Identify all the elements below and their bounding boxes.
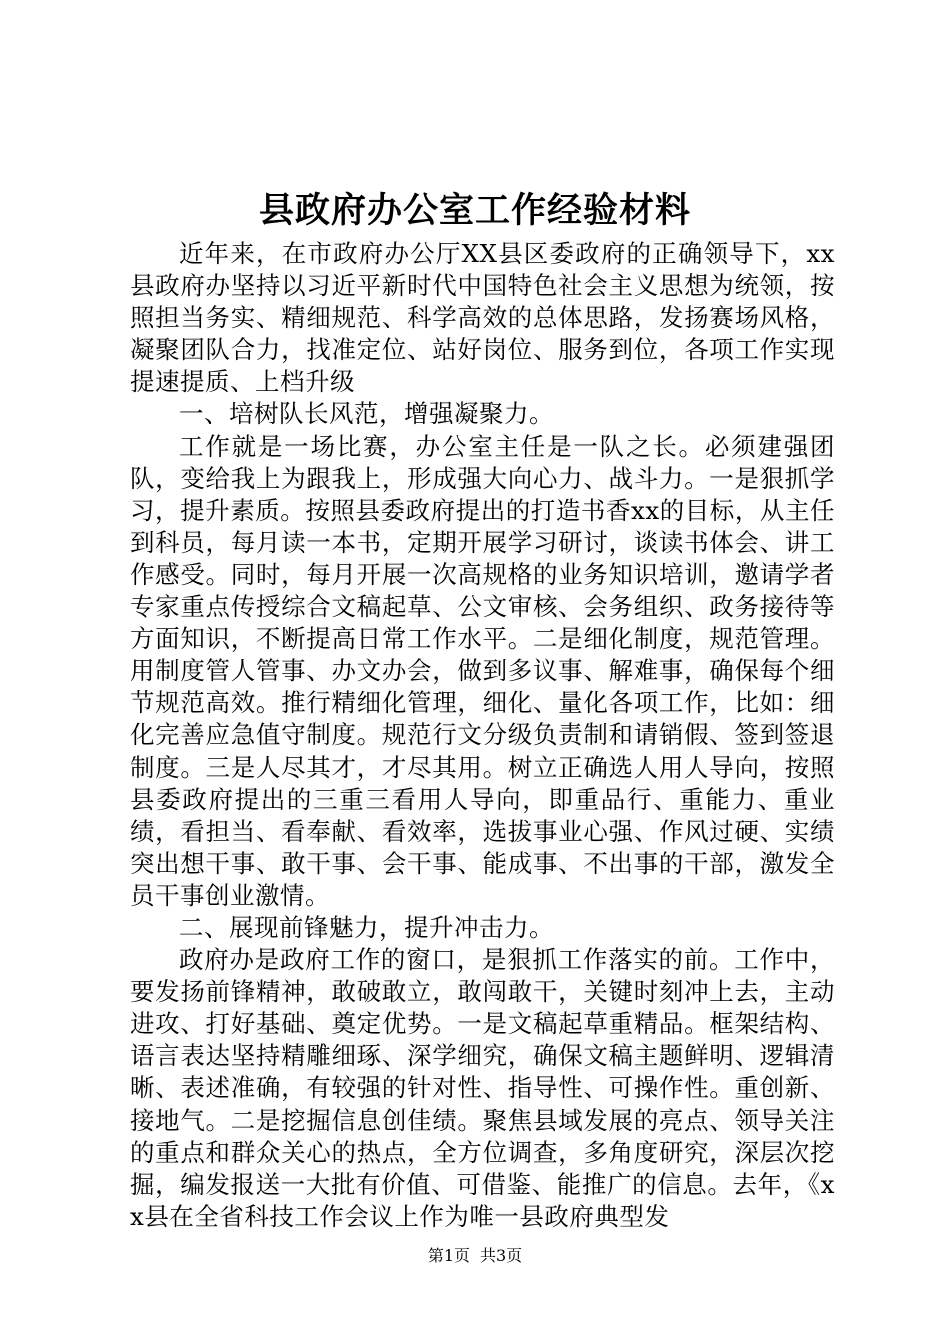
paragraph-intro: 近年来，在市政府办公厅XX县区委政府的正确领导下，xx县政府办坚持以习近平新时代中国特色社会主义思想为统领，按照担当务实、精细规范、科学高效的总体思路，发扬赛场风格，凝聚团队合力，找准定位、站好岗位、服务到位，各项工作实现提速提质、上档升级 xyxy=(130,239,835,397)
paragraph-section-2: 政府办是政府工作的窗口，是狠抓工作落实的前。工作中，要发扬前锋精神，敢破敢立，敢闯敢干，关键时刻冲上去，主动进攻、打好基础、奠定优势。一是文稿起草重精品。框架结构、语言表达坚持精雕细琢、深学细究，确保文稿主题鲜明、逻辑清晰、表述准确，有较强的针对性、指导性、可操作性。重创新、接地气。二是挖掘信息创佳绩。聚焦县域发展的亮点、领导关注的重点和群众关心的热点，全方位调查，多角度研究，深层次挖掘，编发报送一大批有价值、可借鉴、能推广的信息。去年，《xx县在全省科技工作会议上作为唯一县政府典型发 xyxy=(130,945,835,1231)
document-title: 县政府办公室工作经验材料 xyxy=(258,190,691,231)
page-number: 第1页 xyxy=(427,1246,470,1265)
paragraph-section-1: 工作就是一场比赛，办公室主任是一队之长。必须建强团队，变给我上为跟我上，形成强大向心力、战斗力。一是狠抓学习，提升素质。按照县委政府提出的打造书香xx的目标，从主任到科员，每月读一本书，定期开展学习研讨，谈读书体会、讲工作感受。同时，每月开展一次高规格的业务知识培训，邀请学者专家重点传授综合文稿起草、公文审核、会务组织、政务接待等方面知识，不断提高日常工作水平。二是细化制度，规范管理。用制度管人管事、办文办会，做到多议事、解难事，确保每个细节规范高效。推行精细化管理，细化、量化各项工作，比如：细化完善应急值守制度。规范行文分级负责制和请销假、签到签退制度。三是人尽其才，才尽其用。树立正确选人用人导向，按照县委政府提出的三重三看用人导向，即重品行、重能力、重业绩，看担当、看奉献、看效率，选拔事业心强、作风过硬、实绩突出想干事、敢干事、会干事、能成事、不出事的干部，激发全员干事创业激情。 xyxy=(130,431,835,910)
section-heading-2: 二、展现前锋魅力，提升冲击力。 xyxy=(179,912,554,942)
section-heading-1: 一、培树队长风范，增强凝聚力。 xyxy=(179,399,554,429)
page-total: 共3页 xyxy=(480,1246,523,1265)
page-footer xyxy=(0,1244,950,1268)
document-body xyxy=(130,238,835,1233)
